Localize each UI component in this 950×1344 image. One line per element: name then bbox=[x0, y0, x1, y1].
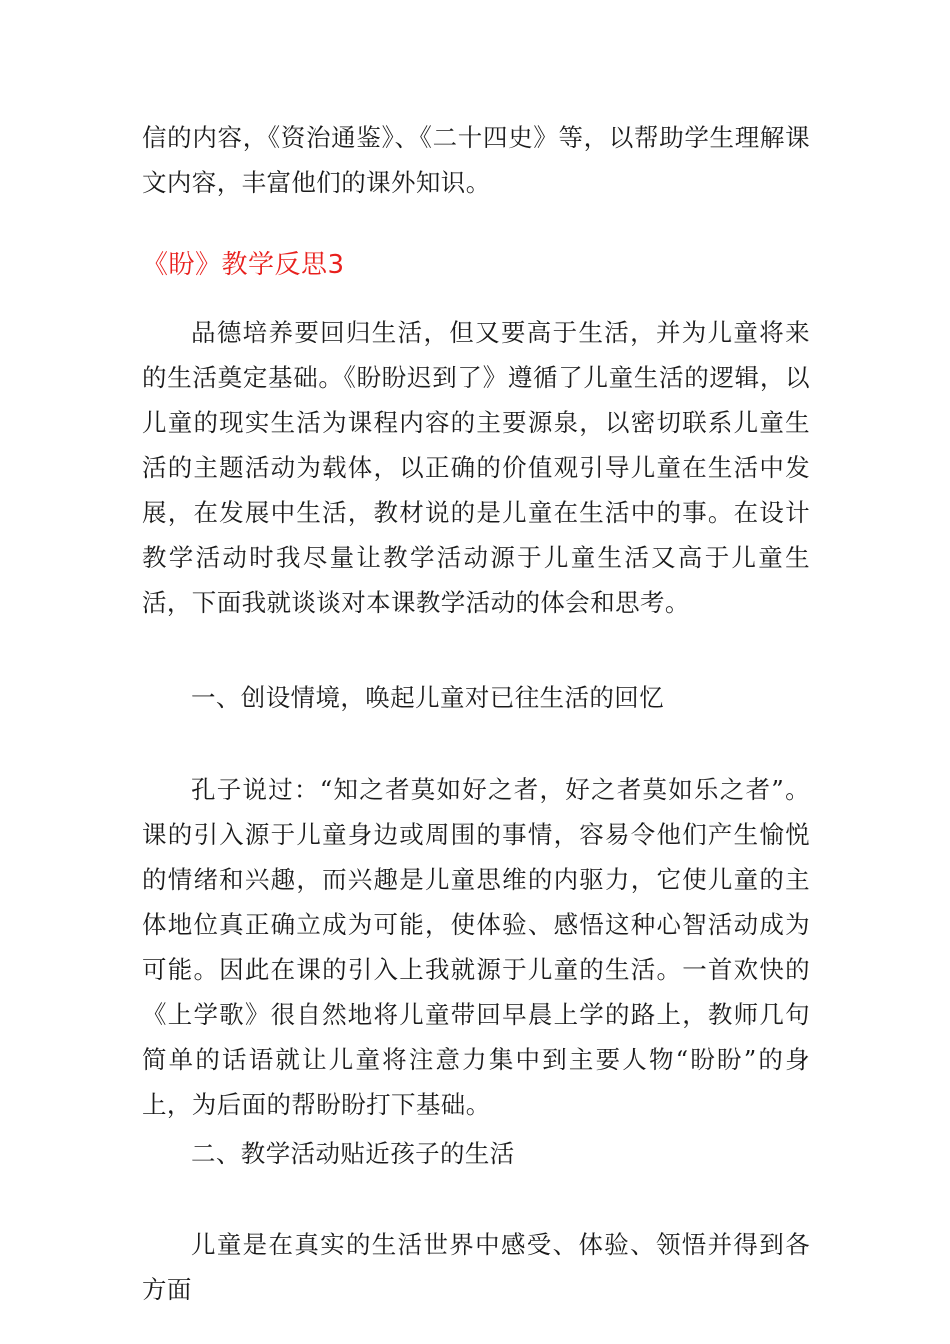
paragraph-1: 品德培养要回归生活，但又要高于生活，并为儿童将来的生活奠定基础。《盼盼迟到了》遵循了儿童生活的逻辑，以儿童的现实生活为课程内容的主要源泉，以密切联系儿童生活的主题活动为载体，以正确的价值观引导儿童在生活中发展，在发展中生活，教材说的是儿童在生活中的事。在设计教学活动时我尽量让教学活动源于儿童生活又高于儿童生活，下面我就谈谈对本课教学活动的体会和思考。 bbox=[142, 318, 810, 617]
subheading-1: 一、创设情境，唤起儿童对已往生活的回忆 bbox=[191, 683, 665, 712]
section-heading: 《盼》教学反思3 bbox=[142, 250, 345, 280]
paragraph-3: 儿童是在真实的生活世界中感受、体验、领悟并得到各方面 bbox=[142, 1230, 810, 1304]
subheading-2: 二、教学活动贴近孩子的生活 bbox=[191, 1139, 515, 1168]
paragraph-2: 孔子说过：“知之者莫如好之者，好之者莫如乐之者”。课的引入源于儿童身边或周围的事情，容易令他们产生愉悦的情绪和兴趣，而兴趣是儿童思维的内驱力，它使儿童的主体地位真正确立成为可能，使体验、感悟这种心智活动成为可能。因此在课的引入上我就源于儿童的生活。一首欢快的《上学歌》很自然地将儿童带回早晨上学的路上，教师几句简单的话语就让儿童将注意力集中到主要人物“盼盼”的身上，为后面的帮盼盼打下基础。 bbox=[142, 775, 810, 1119]
continuation-paragraph: 信的内容，《资治通鉴》、《二十四史》等，以帮助学生理解课文内容，丰富他们的课外知识。 bbox=[142, 123, 810, 197]
